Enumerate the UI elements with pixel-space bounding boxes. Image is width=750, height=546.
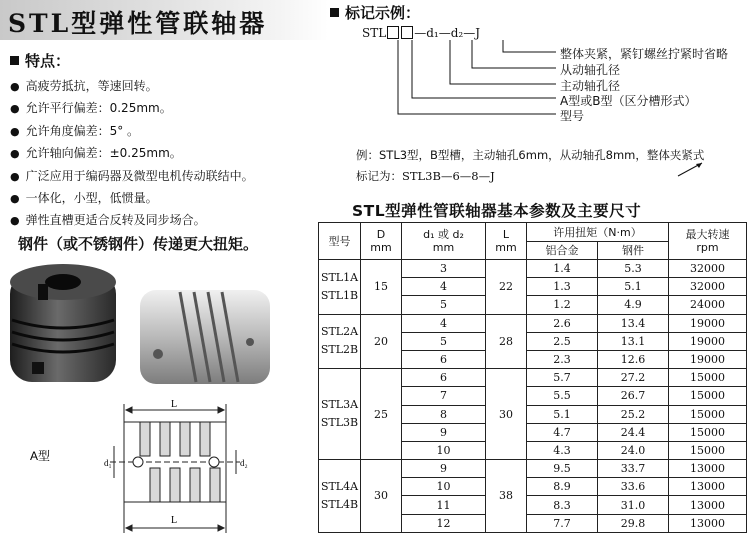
D-cell: 30	[361, 460, 402, 533]
square-bullet-icon	[330, 8, 339, 17]
max-speed-cell: 13000	[669, 460, 747, 478]
model-cell	[319, 460, 361, 533]
max-speed-cell: 32000	[669, 278, 747, 296]
max-speed-cell: 15000	[669, 369, 747, 387]
steel-torque-cell: 24.4	[598, 423, 669, 441]
bore-cell: 4	[402, 314, 486, 332]
alloy-torque-cell: 2.6	[527, 314, 598, 332]
mark-label: 标记为：	[356, 169, 402, 183]
page-title: STL型弹性管联轴器	[8, 9, 268, 38]
header-L-text: L	[502, 228, 510, 241]
header-torque-text: 许用扭矩（N·m）	[553, 225, 642, 239]
header-d	[402, 223, 486, 260]
model-name: STL4A	[320, 479, 359, 493]
header-steel: 钢件	[598, 242, 669, 260]
table-row	[319, 314, 747, 332]
max-speed-cell: 24000	[669, 296, 747, 314]
type-a-label: A型	[30, 449, 51, 463]
steel-torque-cell: 12.6	[598, 350, 669, 368]
table-header-row	[319, 223, 747, 242]
steel-torque-cell: 24.0	[598, 441, 669, 459]
square-bullet-icon	[10, 56, 19, 65]
bore-cell: 9	[402, 460, 486, 478]
table-row	[319, 460, 747, 478]
bore-cell: 8	[402, 405, 486, 423]
alloy-torque-cell: 8.3	[527, 496, 598, 514]
bore-cell: 4	[402, 278, 486, 296]
legend-item: 整体夹紧，紧钉螺丝拧紧时省略	[560, 47, 729, 61]
bore-cell: 10	[402, 478, 486, 496]
model-name: STL1A	[320, 270, 359, 284]
code-sep: —	[438, 26, 451, 40]
L-cell: 30	[486, 369, 527, 460]
table-body	[319, 260, 747, 533]
code-sep: —	[414, 26, 427, 40]
steel-torque-cell: 33.7	[598, 460, 669, 478]
steel-torque-cell: 31.0	[598, 496, 669, 514]
bore-cell: 6	[402, 369, 486, 387]
alloy-torque-cell: 4.3	[527, 441, 598, 459]
model-cell	[319, 369, 361, 460]
bore-cell: 10	[402, 441, 486, 459]
code-prefix: STL	[362, 26, 387, 40]
model-name: STL1B	[320, 288, 359, 302]
max-speed-cell: 19000	[669, 314, 747, 332]
coupling-section	[110, 422, 240, 502]
alloy-torque-cell: 7.7	[527, 514, 598, 532]
header-speed-unit: rpm	[696, 241, 719, 254]
model-name: STL2A	[320, 325, 359, 339]
model-cell	[319, 314, 361, 369]
bore-cell: 7	[402, 387, 486, 405]
header-D-text: D	[376, 228, 386, 241]
max-speed-cell: 15000	[669, 441, 747, 459]
feature-item: ● 允许轴向偏差：±0.25mm。	[10, 142, 254, 164]
code-j: J	[475, 26, 481, 40]
silver-coupling-image	[140, 290, 270, 384]
steel-torque-cell: 4.9	[598, 296, 669, 314]
max-speed-cell: 19000	[669, 332, 747, 350]
max-speed-cell: 19000	[669, 350, 747, 368]
feature-item: ● 广泛应用于编码器及微型电机传动联结中。	[10, 165, 254, 187]
header-d-unit: mm	[432, 241, 455, 254]
bore-cell: 11	[402, 496, 486, 514]
header-D	[361, 223, 402, 260]
header-torque	[527, 223, 669, 242]
alloy-torque-cell: 1.2	[527, 296, 598, 314]
max-speed-cell: 13000	[669, 514, 747, 532]
D-cell: 25	[361, 369, 402, 460]
header-D-unit: mm	[370, 241, 392, 254]
bore-cell: 12	[402, 514, 486, 532]
code-sep: —	[463, 26, 476, 40]
steel-torque-cell: 29.8	[598, 514, 669, 532]
alloy-torque-cell: 1.4	[527, 260, 598, 278]
feature-item: ● 允许平行偏差：0.25mm。	[10, 97, 254, 119]
model-name: STL3A	[320, 398, 359, 412]
type-a-drawing	[0, 398, 280, 546]
feature-item: ● 一体化，小型，低惯量。	[10, 187, 254, 209]
alloy-torque-cell: 4.7	[527, 423, 598, 441]
feature-list	[10, 75, 254, 232]
max-speed-cell: 15000	[669, 423, 747, 441]
code-d2: d₂	[450, 26, 464, 40]
alloy-torque-cell: 2.5	[527, 332, 598, 350]
pointer-arrow-icon	[676, 160, 706, 178]
model-name: STL2B	[320, 343, 359, 357]
bore-cell: 6	[402, 350, 486, 368]
alloy-torque-cell: 8.9	[527, 478, 598, 496]
L-cell: 22	[486, 260, 527, 315]
marking-heading-text: 标记示例：	[345, 4, 421, 22]
legend-item: A型或B型（区分槽形式）	[560, 94, 697, 108]
bore-cell: 3	[402, 260, 486, 278]
L-cell: 28	[486, 314, 527, 369]
header-model-text: 型号	[328, 234, 351, 248]
alloy-torque-cell: 5.5	[527, 387, 598, 405]
alloy-torque-cell: 5.1	[527, 405, 598, 423]
marking-heading	[330, 2, 420, 23]
feature-item: ● 允许角度偏差：5° 。	[10, 120, 254, 142]
alloy-torque-cell: 2.3	[527, 350, 598, 368]
example-text: 例：STL3型，B型槽，主动轴孔6mm，从动轴孔8mm，整体夹紧式	[356, 148, 705, 162]
model-cell	[319, 260, 361, 315]
steel-torque-cell: 13.1	[598, 332, 669, 350]
steel-torque-cell: 13.4	[598, 314, 669, 332]
mark-line	[356, 168, 495, 184]
black-coupling-image	[10, 264, 116, 382]
spec-table	[318, 222, 747, 533]
max-speed-cell: 13000	[669, 478, 747, 496]
legend-item: 主动轴孔径	[560, 79, 621, 93]
legend-item: 从动轴孔径	[560, 63, 621, 77]
D-cell: 20	[361, 314, 402, 369]
coupling-photo	[0, 262, 280, 386]
feature-item: ● 弹性直槽更适合反转及同步场合。	[10, 209, 254, 231]
dim-L-bottom-label: L	[170, 515, 178, 526]
code-d1: d₁	[426, 26, 439, 40]
header-model	[319, 223, 361, 260]
steel-torque-cell: 25.2	[598, 405, 669, 423]
steel-torque-cell: 5.3	[598, 260, 669, 278]
mark-value: STL3B—6—8—J	[402, 169, 495, 183]
steel-torque-cell: 27.2	[598, 369, 669, 387]
dim-d2-label: d₂	[240, 458, 248, 468]
header-L-unit: mm	[495, 241, 517, 254]
table-row	[319, 369, 747, 387]
model-name: STL3B	[320, 416, 359, 430]
bore-cell: 5	[402, 332, 486, 350]
steel-torque-cell: 5.1	[598, 278, 669, 296]
max-speed-cell: 15000	[669, 405, 747, 423]
feature-item: ● 高疲劳抵抗，等速回转。	[10, 75, 254, 97]
steel-torque-cell: 33.6	[598, 478, 669, 496]
code-leader-lines	[360, 36, 560, 126]
header-speed-text: 最大转速	[685, 228, 730, 241]
L-cell: 38	[486, 460, 527, 533]
header-L	[486, 223, 527, 260]
max-speed-cell: 15000	[669, 387, 747, 405]
dim-d1-label: d₁	[104, 458, 112, 468]
model-name: STL4B	[320, 497, 359, 511]
bore-cell: 9	[402, 423, 486, 441]
alloy-torque-cell: 5.7	[527, 369, 598, 387]
header-speed	[669, 223, 747, 260]
table-row	[319, 260, 747, 278]
max-speed-cell: 32000	[669, 260, 747, 278]
alloy-torque-cell: 1.3	[527, 278, 598, 296]
legend-item: 型号	[560, 109, 585, 123]
D-cell: 15	[361, 260, 402, 315]
header-d-text: d₁ 或 d₂	[423, 228, 464, 241]
features-heading	[10, 50, 70, 71]
emphasis-line: 钢件（或不锈钢件）传递更大扭矩。	[18, 235, 259, 253]
bore-cell: 5	[402, 296, 486, 314]
steel-torque-cell: 26.7	[598, 387, 669, 405]
table-title: STL型弹性管联轴器基本参数及主要尺寸	[352, 202, 642, 220]
alloy-torque-cell: 9.5	[527, 460, 598, 478]
max-speed-cell: 13000	[669, 496, 747, 514]
features-heading-text: 特点：	[25, 52, 71, 70]
header-alloy: 铝合金	[527, 242, 598, 260]
dim-L-label: L	[170, 399, 178, 410]
